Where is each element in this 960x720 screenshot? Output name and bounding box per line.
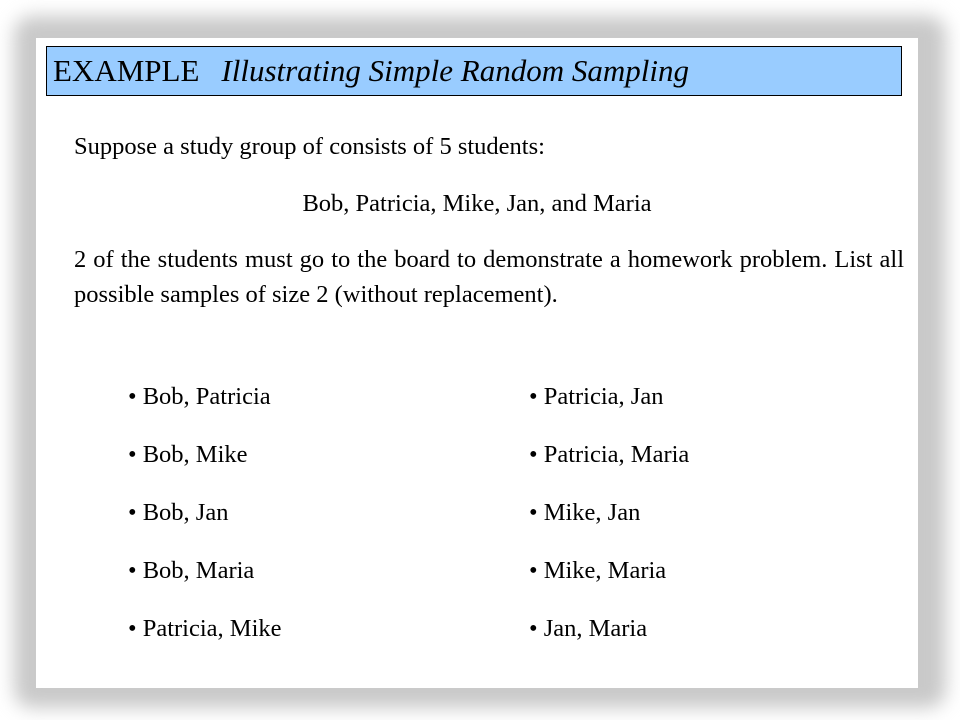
sample-item: • Bob, Jan: [128, 495, 282, 553]
intro-text: Suppose a study group of consists of 5 students:: [74, 133, 545, 160]
sample-item: • Mike, Jan: [529, 495, 689, 553]
sample-item: • Patricia, Jan: [529, 379, 689, 437]
slide-title: [46, 46, 902, 96]
title-keyword: EXAMPLE: [53, 53, 200, 88]
samples-list-left: [128, 379, 282, 669]
samples-list-right: [529, 379, 689, 669]
sample-item: • Bob, Patricia: [128, 379, 282, 437]
task-text: 2 of the students must go to the board to demonstrate a homework problem. List all possible samples of size 2 (without replacement).: [74, 246, 904, 308]
sample-item: • Bob, Maria: [128, 553, 282, 611]
sample-item: • Bob, Mike: [128, 437, 282, 495]
sample-item: • Patricia, Maria: [529, 437, 689, 495]
sample-item: • Mike, Maria: [529, 553, 689, 611]
title-subtitle: Illustrating Simple Random Sampling: [221, 53, 689, 88]
student-names: Bob, Patricia, Mike, Jan, and Maria: [302, 190, 652, 217]
slide: [36, 38, 918, 688]
sample-item: • Jan, Maria: [529, 611, 689, 669]
sample-item: • Patricia, Mike: [128, 611, 282, 669]
